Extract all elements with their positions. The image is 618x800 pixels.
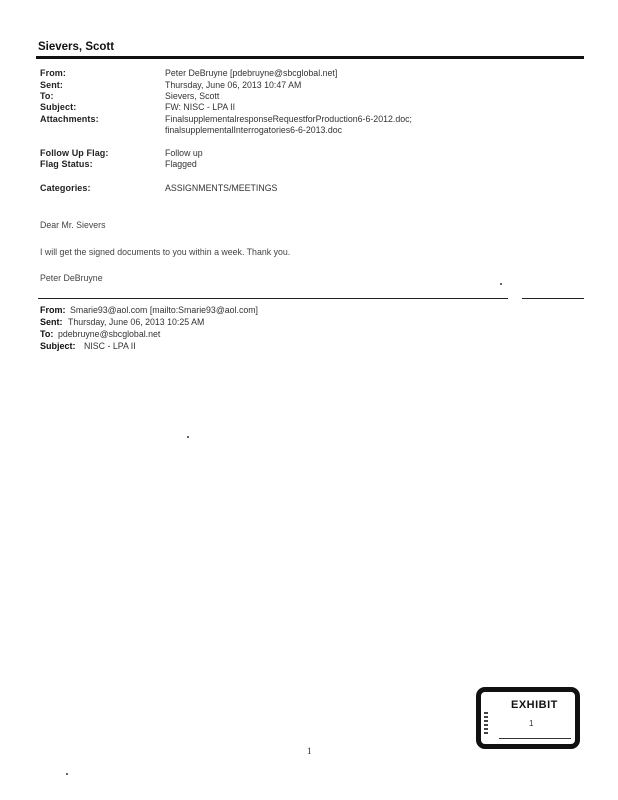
sticker-side-marks	[484, 712, 488, 736]
flag-status-label: Flag Status:	[40, 159, 93, 169]
exhibit-title: EXHIBIT	[511, 699, 558, 711]
signature: Peter DeBruyne	[40, 273, 103, 283]
fwd-sent-label: Sent:	[40, 317, 63, 327]
exhibit-sticker	[476, 687, 580, 749]
to-value: Sievers, Scott	[165, 91, 220, 101]
from-label: From:	[40, 68, 66, 78]
fwd-subject-label: Subject:	[40, 341, 76, 351]
header-divider	[36, 56, 584, 59]
to-label: To:	[40, 91, 54, 101]
subject-value: FW: NISC - LPA II	[165, 102, 236, 112]
attachments-label: Attachments:	[40, 114, 99, 124]
greeting: Dear Mr. Sievers	[40, 220, 106, 230]
sent-value: Thursday, June 06, 2013 10:47 AM	[165, 80, 302, 90]
message-body: I will get the signed documents to you within a week. Thank you.	[40, 247, 291, 257]
forward-divider	[38, 298, 584, 299]
scan-speck	[187, 436, 189, 438]
fwd-from-label: From:	[40, 305, 66, 315]
fwd-subject-value: NISC - LPA II	[84, 341, 136, 351]
exhibit-number: 1	[529, 719, 534, 728]
attachment-2: finalsupplementalInterrogatories6-6-2013.doc	[165, 125, 343, 135]
attachment-1: FinalsupplementalresponseRequestforProduction6-6-2012.doc;	[165, 114, 412, 124]
fwd-to-label: To:	[40, 329, 54, 339]
categories-value: ASSIGNMENTS/MEETINGS	[165, 183, 278, 193]
sent-label: Sent:	[40, 80, 63, 90]
exhibit-signature-line	[499, 738, 571, 739]
scan-speck	[66, 773, 68, 775]
categories-label: Categories:	[40, 183, 91, 193]
subject-label: Subject:	[40, 102, 77, 112]
flag-status-value: Flagged	[165, 159, 197, 169]
follow-up-flag-label: Follow Up Flag:	[40, 148, 109, 158]
scan-speck	[500, 283, 502, 285]
fwd-to-value: pdebruyne@sbcglobal.net	[58, 329, 161, 339]
follow-up-flag-value: Follow up	[165, 148, 203, 158]
fwd-from-value: Smarie93@aol.com [mailto:Smarie93@aol.com]	[70, 305, 259, 315]
from-value: Peter DeBruyne [pdebruyne@sbcglobal.net]	[165, 68, 338, 78]
fwd-sent-value: Thursday, June 06, 2013 10:25 AM	[68, 317, 205, 327]
page-number: 1	[307, 746, 312, 756]
mailbox-owner-name: Sievers, Scott	[38, 41, 115, 53]
